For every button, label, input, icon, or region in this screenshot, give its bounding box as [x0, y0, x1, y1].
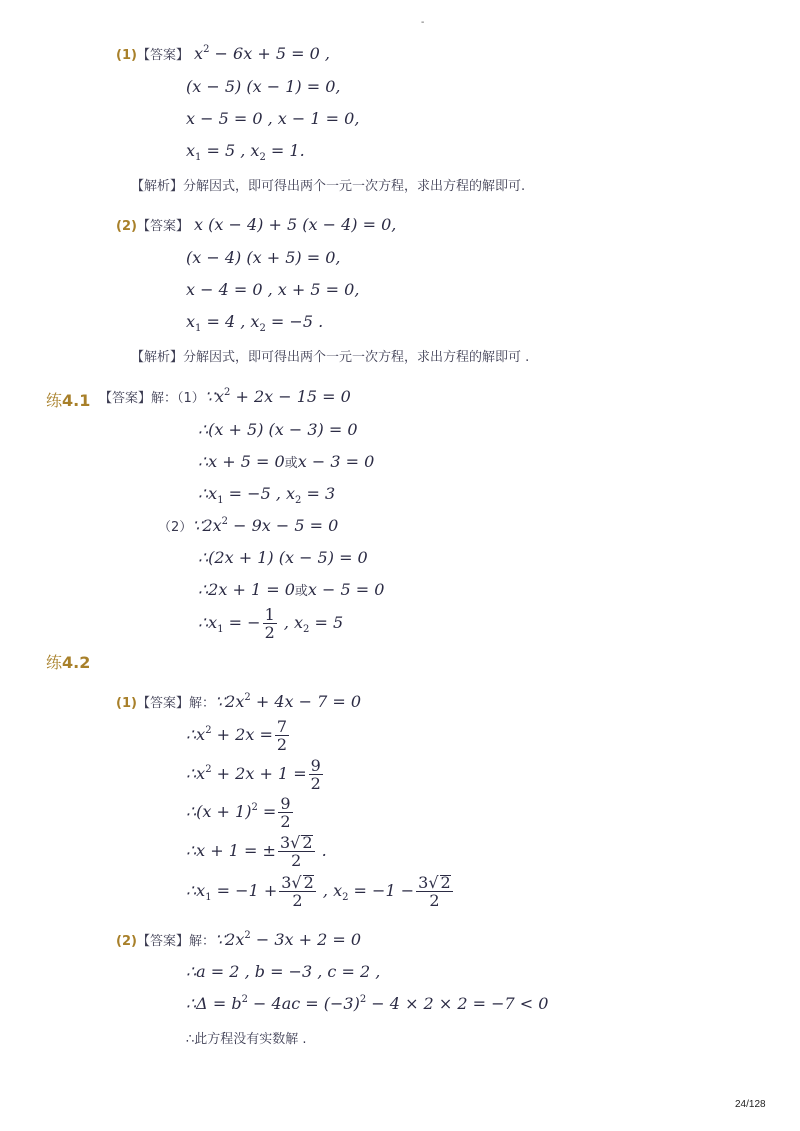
equation: x − 5 = 0 , x − 1 = 0,	[186, 109, 360, 128]
equation: $x_1 = 5$ , $x_2 = 1$.	[186, 141, 305, 163]
exercise-label-4-1: 练4.1	[46, 391, 91, 410]
equation: (x − 4) (x + 5) = 0,	[186, 248, 341, 267]
problem-marker: (1)	[116, 48, 137, 63]
radical-sign: √	[290, 833, 301, 852]
equation: ∴a = 2 , b = −3 , c = 2 ,	[186, 962, 381, 981]
equation: ∴2x + 1 = 0或x − 5 = 0	[198, 580, 385, 599]
answer-tag: 【答案】	[136, 934, 189, 949]
analysis-line	[131, 175, 525, 194]
solution-label: 解：	[188, 696, 215, 711]
answer-tag: 【答案】	[136, 696, 189, 711]
fraction: $\frac{3√ 2}{2}$	[418, 873, 451, 910]
equation: $\therefore x^2 + 2x$ = $\frac{7}{2}$	[186, 717, 288, 754]
page-number: 24/128	[735, 1099, 766, 1110]
equation: ∴(x + 5) (x − 3) = 0	[198, 420, 358, 439]
equation: ∴x + 1 = ± $\frac{3√ 2}{2}$ .	[186, 833, 327, 870]
equation: (x − 5) (x − 1) = 0,	[186, 77, 341, 96]
exercise-4-2-part-1	[116, 692, 361, 711]
analysis-text: 分解因式，即可得出两个一元一次方程，求出方程的解即可 .	[183, 350, 530, 365]
fraction: $\frac{1}{2}$	[264, 605, 275, 642]
answer-tag: 【答案】	[136, 48, 189, 63]
solution-label: 解：（1）	[151, 391, 205, 406]
fraction: $\frac{3√ 2}{2}$	[279, 833, 313, 870]
equation: $\therefore x_1$ = − $\frac{1}{2}$ , $x_2 = 5$	[198, 605, 344, 642]
equation: x (x − 4) + 5 (x − 4) = 0,	[194, 215, 397, 234]
fraction: $\frac{9}{2}$	[280, 794, 291, 831]
conclusion-line: ∴此方程没有实数解 .	[186, 1032, 307, 1047]
problem-marker: (2)	[116, 219, 137, 234]
equation: $\therefore x^2 + 2x + 1$ = $\frac{9}{2}$	[186, 756, 321, 793]
header-mark: -	[421, 17, 425, 28]
exercise-4-2-part-2	[116, 930, 361, 949]
problem-marker: (2)	[116, 934, 137, 949]
fraction: $\frac{7}{2}$	[276, 717, 288, 754]
equation: $\because x^2 + 2x - 15 = 0$	[204, 387, 351, 406]
equation: ∴x + 5 = 0或x − 3 = 0	[198, 452, 375, 471]
exercise-label-4-2: 练4.2	[46, 653, 91, 672]
exercise-4-1-line-1	[99, 387, 351, 406]
analysis-tag: 【解析】	[131, 350, 184, 365]
answer-tag: 【答案】	[136, 219, 189, 234]
equation: $\because 2x^2 - 3x + 2 = 0$	[214, 930, 362, 949]
equation: x − 4 = 0 , x + 5 = 0,	[186, 280, 360, 299]
part-label: （2）	[158, 520, 193, 535]
equation: $x_1 = 4$ , $x_2 = -5$ .	[186, 312, 324, 334]
fraction: $\frac{3√ 2}{2}$	[281, 873, 314, 910]
equation: ∴(x + 1)$^2$ = $\frac{9}{2}$	[186, 794, 291, 831]
equation: $\therefore x_1 = -1$ + $\frac{3√ 2}{2}$ , $x_2 = -1$ − $\frac{3√ 2}{2}$	[186, 873, 451, 910]
radical-sign: √	[428, 873, 439, 892]
problem-1-answer-line	[116, 44, 330, 63]
equation: $\because 2x^2 - 9x - 5 = 0$	[192, 516, 339, 535]
solution-label: 解：	[188, 934, 215, 949]
equation: $x^2 - 6x + 5 = 0$ ,	[194, 44, 330, 63]
fraction: $\frac{9}{2}$	[310, 756, 321, 793]
analysis-line	[131, 346, 529, 365]
answer-tag: 【答案】	[99, 391, 152, 406]
equation: ∴(2x + 1) (x − 5) = 0	[198, 548, 368, 567]
equation: $\because 2x^2 + 4x - 7 = 0$	[214, 692, 362, 711]
analysis-tag: 【解析】	[131, 179, 184, 194]
analysis-text: 分解因式，即可得出两个一元一次方程，求出方程的解即可.	[183, 179, 526, 194]
equation: ∴Δ = $b^2 - 4ac = (-3)^2 - 4 \times 2 \times 2 = -7 < 0$	[186, 994, 549, 1013]
radical-sign: √	[291, 873, 302, 892]
problem-2-answer-line	[116, 215, 396, 234]
exercise-4-1-part-2	[158, 516, 338, 535]
problem-marker: (1)	[116, 696, 137, 711]
equation: $\therefore x_1 = -5$ , $x_2 = 3$	[198, 484, 336, 506]
